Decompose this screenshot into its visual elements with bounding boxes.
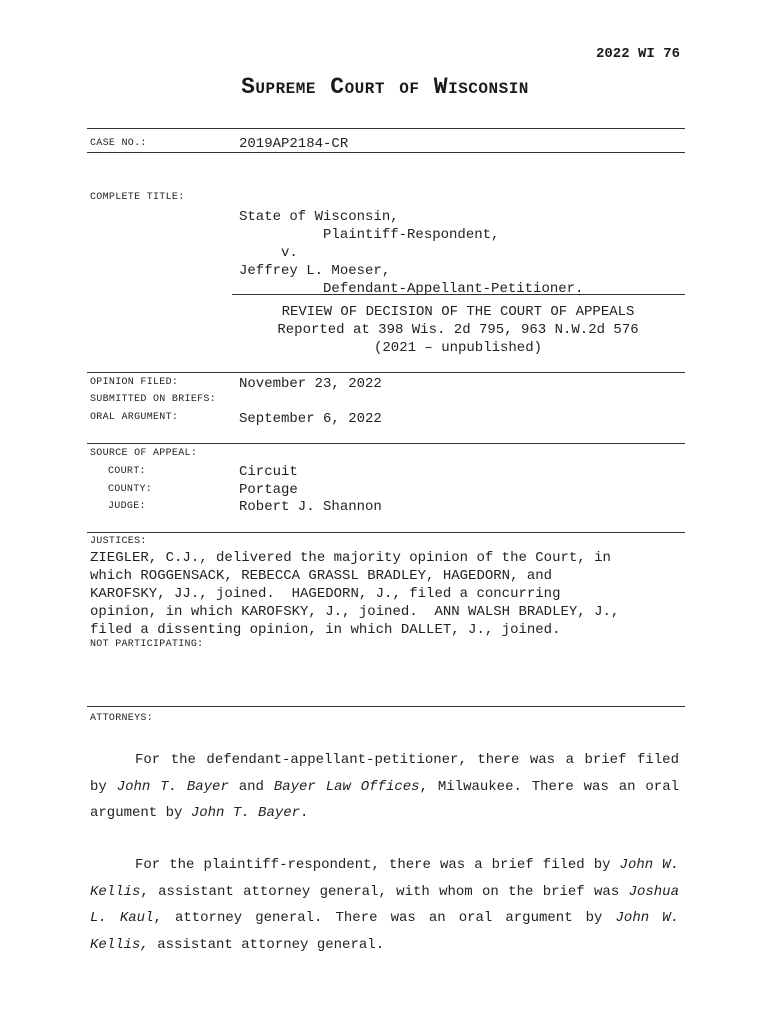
para-text: For the defendant-appellant-petitioner, there was a brief filed by xyxy=(90,752,679,795)
justices-line: filed a dissenting opinion, in which DALLET, J., joined. xyxy=(90,622,561,638)
justices-line: KAROFSKY, JJ., joined. HAGEDORN, J., filed a concurring xyxy=(90,586,561,602)
para-text: . xyxy=(300,805,309,821)
judge-value: Robert J. Shannon xyxy=(239,499,382,515)
divider xyxy=(87,443,685,444)
court-title: Supreme Court of Wisconsin xyxy=(241,74,529,100)
oral-argument-label: ORAL ARGUMENT: xyxy=(90,412,179,423)
review-block xyxy=(232,303,684,357)
attorneys-paragraph-appellant xyxy=(90,747,679,827)
para-text: and xyxy=(228,778,274,795)
divider xyxy=(232,294,685,295)
attorney-name: John W. Kellis, xyxy=(90,910,680,953)
para-text: , assistant attorney general, with whom on the brief was xyxy=(140,883,629,900)
justices-line: ZIEGLER, C.J., delivered the majority opinion of the Court, in xyxy=(90,550,611,566)
para-text: , Milwaukee. There was an oral argument by xyxy=(90,778,679,821)
complete-title-label: COMPLETE TITLE: xyxy=(90,192,185,203)
attorney-name: John W. Kellis xyxy=(90,857,679,900)
divider xyxy=(87,128,685,129)
title-line: State of Wisconsin, xyxy=(239,209,399,225)
review-line: (2021 – unpublished) xyxy=(373,340,543,356)
attorney-name: John T. Bayer xyxy=(190,805,301,821)
attorneys-label: ATTORNEYS: xyxy=(90,713,154,724)
justices-line: opinion, in which KAROFSKY, J., joined. ANN WALSH BRADLEY, J., xyxy=(90,604,620,620)
review-line: REVIEW OF DECISION OF THE COURT OF APPEALS xyxy=(281,304,635,320)
county-value: Portage xyxy=(239,482,298,498)
review-line: Reported at 398 Wis. 2d 795, 963 N.W.2d 576 xyxy=(277,322,639,338)
attorney-name: Joshua L. Kaul xyxy=(90,883,679,926)
court-label: COURT: xyxy=(108,466,146,477)
title-line: Plaintiff-Respondent, xyxy=(239,227,500,243)
divider xyxy=(87,532,685,533)
opinion-filed-label: OPINION FILED: xyxy=(90,377,179,388)
justices-block xyxy=(90,549,619,639)
citation: 2022 WI 76 xyxy=(595,46,680,62)
opinion-filed-value: November 23, 2022 xyxy=(239,376,382,392)
divider xyxy=(87,372,685,373)
para-text: assistant attorney general. xyxy=(148,936,385,953)
justices-line: which ROGGENSACK, REBECCA GRASSL BRADLEY, HAGEDORN, and xyxy=(90,568,553,584)
source-of-appeal-label: SOURCE OF APPEAL: xyxy=(90,448,198,459)
county-label: COUNTY: xyxy=(108,484,153,495)
divider xyxy=(87,152,685,153)
title-line: Defendant-Appellant-Petitioner. xyxy=(239,281,584,297)
submitted-on-briefs-label: SUBMITTED ON BRIEFS: xyxy=(90,394,217,405)
title-line: v. xyxy=(239,245,298,261)
justices-label: JUSTICES: xyxy=(90,536,147,547)
attorney-name: John T. Bayer xyxy=(116,778,229,795)
title-line: Jeffrey L. Moeser, xyxy=(239,263,391,279)
para-text: For the plaintiff-respondent, there was a brief filed by xyxy=(135,857,620,873)
para-text: , attorney general. There was an oral argument by xyxy=(153,910,616,926)
law-firm-name: Bayer Law Offices xyxy=(273,778,420,795)
attorneys-paragraph-respondent xyxy=(90,852,679,958)
case-no-value: 2019AP2184-CR xyxy=(239,136,349,152)
case-no-label: CASE NO.: xyxy=(90,138,147,149)
judge-label: JUDGE: xyxy=(108,501,146,512)
divider xyxy=(87,706,685,707)
complete-title-block xyxy=(239,190,583,298)
oral-argument-value: September 6, 2022 xyxy=(239,411,382,427)
not-participating-label: NOT PARTICIPATING: xyxy=(90,639,204,650)
court-value: Circuit xyxy=(239,464,298,480)
